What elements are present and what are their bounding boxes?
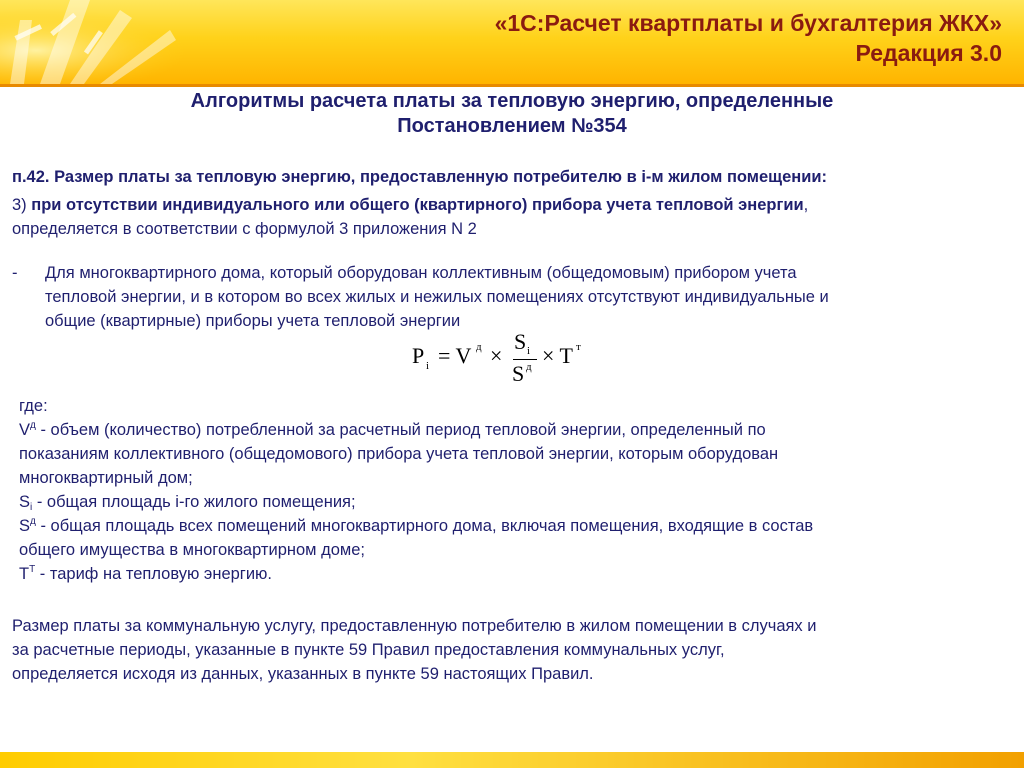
formula-p-sub: i <box>426 360 430 372</box>
fraction-line <box>513 359 537 360</box>
header-title-block <box>495 8 1002 68</box>
case-condition: при отсутствии индивидуального или общего (квартирного) прибора учета тепловой энергии <box>31 196 804 214</box>
header-banner <box>0 0 1024 84</box>
bullet-line3: общие (квартирные) приборы учета тепловой энергии <box>45 312 461 330</box>
footer-note-line1: Размер платы за коммунальную услугу, предоставленную потребителю в жилом помещении в случаях и <box>12 617 817 635</box>
footer-note-line3: определяется исходя из данных, указанных в пункте 59 настоящих Правил. <box>12 665 594 683</box>
def-v-text1: - объем (количество) потребленной за расчетный период тепловой энергии, определенный по <box>35 421 766 439</box>
bullet-line1: Для многоквартирного дома, который оборудован коллективным (общедомовым) прибором учета <box>45 264 797 282</box>
def-t-text: - тариф на тепловую энергию. <box>35 565 273 583</box>
def-si-sub: i <box>30 502 33 513</box>
def-v-line1 <box>19 418 813 442</box>
def-si-symbol: S <box>19 493 31 511</box>
formula-t-sup: т <box>576 341 581 353</box>
formula-times-t: × T <box>542 343 573 368</box>
formula-den-sup: д <box>526 361 532 373</box>
header-divider <box>0 84 1024 87</box>
def-v-symbol: V <box>19 421 31 439</box>
def-sd-line2: общего имущества в многоквартирном доме; <box>19 541 366 559</box>
def-sd-line1 <box>19 514 813 538</box>
def-t-symbol: T <box>19 565 30 583</box>
slide-title-line2: Постановлением №354 <box>397 115 627 137</box>
def-v-sup: д <box>30 420 36 431</box>
case-paragraph <box>12 193 808 241</box>
formula <box>412 327 592 387</box>
footer-note-line2: за расчетные периоды, указанные в пункте 59 Правил предоставления коммунальных услуг, <box>12 641 725 659</box>
formula-v-sup: д <box>476 341 482 353</box>
bullet-text <box>45 261 829 333</box>
def-sd-text1: - общая площадь всех помещений многоквартирного дома, включая помещения, входящие в состав <box>35 517 814 535</box>
formula-times-1: × <box>490 343 503 368</box>
formula-num-s: S <box>514 329 527 354</box>
product-title: «1С:Расчет квартплаты и бухгалтерия ЖКХ» <box>494 10 1002 36</box>
bullet-dash: - <box>12 264 18 282</box>
case-comma: , <box>803 196 809 214</box>
section-heading: п.42. Размер платы за тепловую энергию, предоставленную потребителю в i-м жилом помещении: <box>12 168 828 186</box>
def-sd-symbol: S <box>19 517 31 535</box>
def-v-line2: показаниям коллективного (общедомового) прибора учета тепловой энергии, которым оборудован <box>19 445 779 463</box>
slide-title-line1: Алгоритмы расчета платы за тепловую энергию, определенные <box>190 90 834 112</box>
def-si-line <box>19 490 813 514</box>
case-line1 <box>12 193 808 217</box>
edition-label: Редакция 3.0 <box>855 40 1002 66</box>
def-t-sup: T <box>29 564 36 575</box>
def-t-line <box>19 562 813 586</box>
bullet-line2: тепловой энергии, и в котором во всех жилых и нежилых помещениях отсутствуют индивидуальные и <box>45 288 829 306</box>
formula-eq-v: = V <box>438 343 472 368</box>
where-label: где: <box>19 397 48 415</box>
slide-title <box>60 89 964 139</box>
footer-note <box>12 614 816 686</box>
def-si-text: - общая площадь i-го жилого помещения; <box>32 493 356 511</box>
case-line2: определяется в соответствии с формулой 3 приложения N 2 <box>12 220 477 238</box>
formula-num-sub: i <box>527 345 531 357</box>
definitions <box>19 394 813 586</box>
case-number: 3) <box>12 196 27 214</box>
footer-bar <box>0 752 1024 768</box>
def-sd-sup: д <box>30 516 36 527</box>
formula-p: P <box>412 343 425 368</box>
def-v-line3: многоквартирный дом; <box>19 469 193 487</box>
formula-den-s: S <box>512 361 525 386</box>
